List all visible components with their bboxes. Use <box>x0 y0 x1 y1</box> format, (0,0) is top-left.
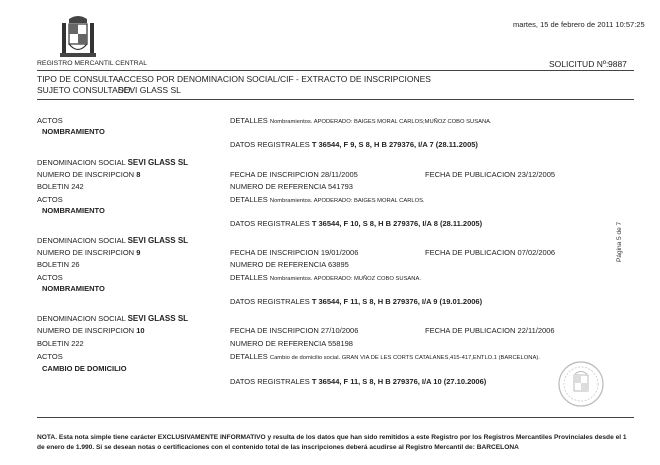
num-referencia-value: 541793 <box>327 182 353 191</box>
coat-of-arms-icon <box>56 13 100 61</box>
datos-registrales-value: T 36544, F 11, S 8, H B 279376, I/A 10 (27.10.2006) <box>311 377 487 386</box>
denominacion-label: DENOMINACION SOCIAL <box>37 158 126 167</box>
num-inscripcion-label: NUMERO DE INSCRIPCION <box>37 326 135 335</box>
acto-value: NOMBRAMIENTO <box>42 284 105 293</box>
tipo-consulta-label: TIPO DE CONSULTA: <box>37 74 121 84</box>
fecha-publicacion-value: 07/02/2006 <box>517 248 556 257</box>
boletin-label: BOLETIN <box>37 339 70 348</box>
fecha-inscripcion-value: 27/10/2006 <box>320 326 359 335</box>
detalles-label: DETALLES <box>230 195 268 204</box>
detalles-label: DETALLES <box>230 273 268 282</box>
datos-registrales-value: T 36544, F 10, S 8, H B 279376, I/A 8 (28.11.2005) <box>311 219 483 228</box>
datos-registrales-value: T 36544, F 11, S 8, H B 279376, I/A 9 (19.01.2006) <box>311 297 483 306</box>
boletin-label: BOLETIN <box>37 260 70 269</box>
num-inscripcion-label: NUMERO DE INSCRIPCION <box>37 248 135 257</box>
acto-value: CAMBIO DE DOMICILIO <box>42 364 127 373</box>
tipo-consulta-value: ACCESO POR DENOMINACION SOCIAL/CIF - EXTRACTO DE INSCRIPCIONES <box>118 74 431 84</box>
boletin-label: BOLETIN <box>37 182 70 191</box>
denominacion-label: DENOMINACION SOCIAL <box>37 314 126 323</box>
denominacion-label: DENOMINACION SOCIAL <box>37 236 126 245</box>
denominacion-value: SEVI GLASS SL <box>127 314 189 323</box>
num-inscripcion-value: 9 <box>136 248 141 257</box>
detalles-value: Nombramientos. APODERADO: MUÑOZ COBO SUSANA. <box>269 276 421 282</box>
sujeto-consultado-label: SUJETO CONSULTADO: <box>37 85 133 95</box>
detalles-value: Nombramientos. APODERADO: BAIGES MORAL CARLOS. <box>269 198 425 204</box>
fecha-publicacion-value: 22/11/2006 <box>517 326 555 335</box>
denominacion-value: SEVI GLASS SL <box>127 236 189 245</box>
datos-registrales-label: DATOS REGISTRALES <box>230 297 310 306</box>
page-indicator: Página 5 de 7 <box>616 221 623 262</box>
fecha-inscripcion-value: 19/01/2006 <box>320 248 359 257</box>
fecha-inscripcion-label: FECHA DE INSCRIPCION <box>230 326 319 335</box>
actos-label: ACTOS <box>37 273 63 282</box>
fecha-publicacion-label: FECHA DE PUBLICACION <box>425 170 516 179</box>
fecha-inscripcion-label: FECHA DE INSCRIPCION <box>230 248 319 257</box>
datos-registrales-label: DATOS REGISTRALES <box>230 377 310 386</box>
sujeto-consultado-value: SEVI GLASS SL <box>118 85 181 95</box>
registry-seal-icon <box>556 360 606 408</box>
report-datetime: martes, 15 de febrero de 2011 10:57:25 <box>513 20 645 29</box>
datos-registrales-label: DATOS REGISTRALES <box>230 140 310 149</box>
num-referencia-value: 63895 <box>327 260 349 269</box>
fecha-publicacion-label: FECHA DE PUBLICACION <box>425 248 516 257</box>
num-inscripcion-label: NUMERO DE INSCRIPCION <box>37 170 135 179</box>
fecha-publicacion-value: 23/12/2005 <box>517 170 556 179</box>
actos-label: ACTOS <box>37 116 63 125</box>
datos-registrales-label: DATOS REGISTRALES <box>230 219 310 228</box>
num-inscripcion-value: 8 <box>136 170 141 179</box>
boletin-value: 222 <box>71 339 84 348</box>
fecha-inscripcion-label: FECHA DE INSCRIPCION <box>230 170 319 179</box>
num-referencia-value: 558198 <box>327 339 353 348</box>
num-referencia-label: NUMERO DE REFERENCIA <box>230 182 326 191</box>
detalles-label: DETALLES <box>230 116 268 125</box>
boletin-value: 26 <box>71 260 80 269</box>
num-inscripcion-value: 10 <box>136 326 145 335</box>
datos-registrales-value: T 36544, F 9, S 8, H B 279376, I/A 7 (28.11.2005) <box>311 140 478 149</box>
query-divider <box>37 99 634 100</box>
num-referencia-label: NUMERO DE REFERENCIA <box>230 339 326 348</box>
solicitud-number: 9887 <box>608 59 627 69</box>
registry-name: REGISTRO MERCANTIL CENTRAL <box>37 60 148 67</box>
actos-label: ACTOS <box>37 352 63 361</box>
detalles-value: Nombramientos. APODERADO: BAIGES MORAL CARLOS;MUÑOZ COBO SUSANA. <box>269 119 492 125</box>
num-referencia-label: NUMERO DE REFERENCIA <box>230 260 326 269</box>
fecha-inscripcion-value: 28/11/2005 <box>320 170 358 179</box>
actos-label: ACTOS <box>37 195 63 204</box>
header-divider <box>37 70 634 71</box>
footer-note: NOTA. Esta nota simple tiene carácter EXCLUSIVAMENTE INFORMATIVO y resulta de los datos que han sido remitidos a este Registro por los Registros Mercantiles Provinciales desde el 1 de enero de 1.990. Si se desean notas o certificaciones con el contenido total de las inscripciones deberá acudirse al Registro Mercantil de: BARCELONA <box>37 434 627 451</box>
detalles-label: DETALLES <box>230 352 268 361</box>
detalles-value: Cambio de domicilio social. GRAN VIA DE LES CORTS CATALANES,415-417,ENTLO.1 (BARCELONA). <box>269 355 540 361</box>
acto-value: NOMBRAMIENTO <box>42 127 105 136</box>
acto-value: NOMBRAMIENTO <box>42 206 105 215</box>
fecha-publicacion-label: FECHA DE PUBLICACION <box>425 326 516 335</box>
footer-divider <box>37 417 634 418</box>
boletin-value: 242 <box>71 182 84 191</box>
solicitud-label: SOLICITUD Nº: <box>549 59 609 69</box>
denominacion-value: SEVI GLASS SL <box>127 158 189 167</box>
